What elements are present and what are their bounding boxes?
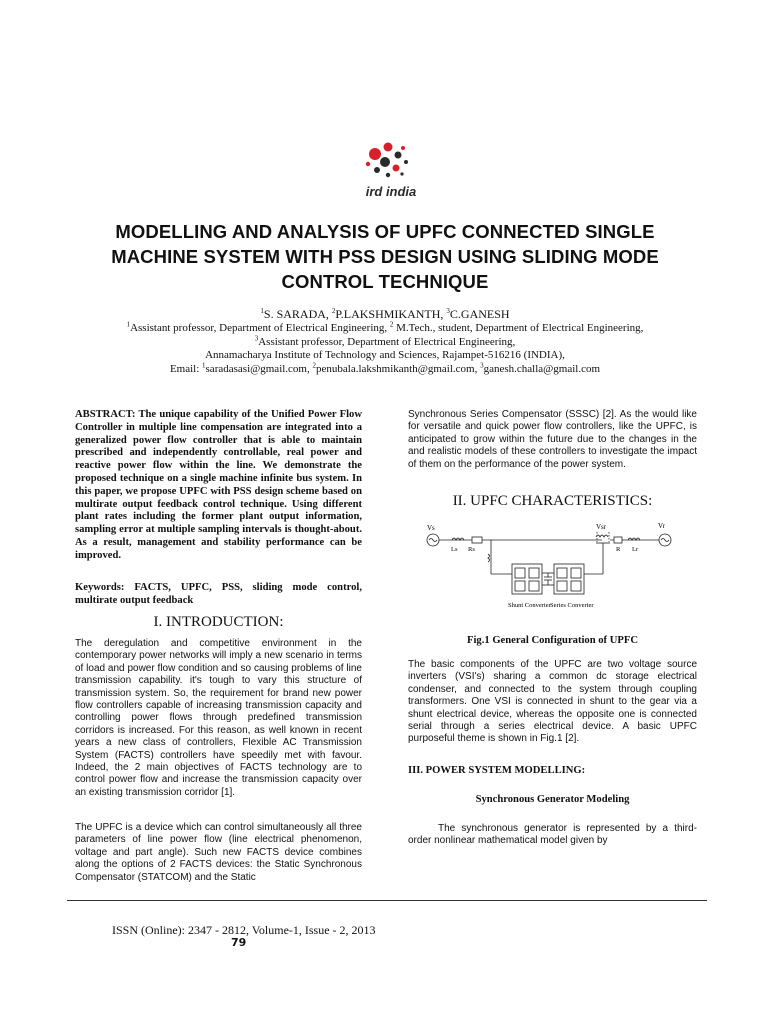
author-list <box>40 307 730 321</box>
aff1-text: Assistant professor, Department of Electrical Engineering, <box>130 322 390 334</box>
title-line-2: MACHINE SYSTEM WITH PSS DESIGN USING SLIDING MODE <box>111 246 659 267</box>
rs-label: Rs <box>468 546 475 553</box>
aff3-text: Assistant professor, Department of Electrical Engineering, <box>258 336 516 348</box>
author-2: P.LAKSHMIKANTH, <box>335 307 447 321</box>
keywords: Keywords: FACTS, UPFC, PSS, sliding mode control, multirate output feedback <box>75 582 362 606</box>
page-number: 79 <box>231 936 247 949</box>
right-paragraph-1: Synchronous Series Compensator (SSSC) [2]. As the would like for versatile and quick power flow controllers, like the UPFC, is anticipated to grow within the future due to the changes in the and realistic models of these controllers to investigate the impact of them on the performance of the power system. <box>408 409 697 470</box>
logo-text: ird india <box>365 184 417 199</box>
aff1-superscript: 1 <box>126 320 131 329</box>
email-2: penubala.lakshmikanth@gmail.com, <box>316 363 481 375</box>
author-3-superscript: 3 <box>446 307 450 315</box>
logo-dots <box>366 143 408 178</box>
affiliation-line-2 <box>40 336 730 349</box>
introduction-paragraph-2: The UPFC is a device which can control simultaneously all three parameters of line power flow (line electrical phenomenon, voltage and part angle). Such new FACTS device combines along the options of 2 FACTS devices: the Static Synchronous Compensator (STATCOM) and the Static <box>75 822 362 883</box>
ls-label: Ls <box>451 546 458 553</box>
title-line-1: MODELLING AND ANALYSIS OF UPFC CONNECTED SINGLE <box>115 221 655 242</box>
vs-label: Vs <box>427 524 435 532</box>
synchronous-generator-heading: Synchronous Generator Modeling <box>475 794 630 805</box>
vsr-label: Vsr <box>596 523 607 531</box>
email-line <box>40 363 730 376</box>
aff3-superscript: 3 <box>254 334 259 343</box>
author-3: C.GANESH <box>449 307 510 321</box>
upfc-diagram <box>424 518 682 610</box>
email-1-superscript: 1 <box>202 361 206 370</box>
abstract: ABSTRACT: The unique capability of the Unified Power Flow Controller in multiple line compensation are integrated into a generalized power flow controller that is able to maintain prescribed and independently controllable, real power and reactive power flow within the line. We demonstrate the proposed technique on a single machine infinite bus system. In this paper, we propose UPFC with PSS design scheme based on multirate output feedback control technique. Using different plant rates including the former plant output information, sampling error at multiple sampling intervals is thought-about. As a result, management and stability performance can be improved. <box>75 409 362 561</box>
author-1-superscript: 1 <box>260 307 264 315</box>
figure-caption: Fig.1 General Configuration of UPFC <box>467 635 638 646</box>
shunt-converter-block <box>512 564 542 594</box>
email-prefix: Email: <box>169 363 203 375</box>
introduction-heading: I. INTRODUCTION: <box>153 614 284 630</box>
paper-title <box>40 219 730 294</box>
author-1: S. SARADA, <box>263 307 332 321</box>
aff2-superscript: 2 <box>389 320 394 329</box>
upfc-characteristics-heading: II. UPFC CHARACTERISTICS: <box>452 493 653 509</box>
footer-divider <box>67 900 707 901</box>
email-3-superscript: 3 <box>480 361 484 370</box>
vr-label: Vr <box>658 522 665 530</box>
footer-issn: ISSN (Online): 2347 - 2812, Volume-1, Issue - 2, 2013 <box>112 923 376 937</box>
power-system-modelling-heading: III. POWER SYSTEM MODELLING: <box>408 765 586 776</box>
series-converter-block <box>554 564 584 594</box>
publisher-logo <box>355 140 425 200</box>
right-paragraph-3: The synchronous generator is represented by a third-order nonlinear mathematical model given by <box>408 823 697 847</box>
author-2-superscript: 2 <box>331 307 336 315</box>
email-3: ganesh.challa@gmail.com <box>483 363 601 375</box>
lr-label: Lr <box>632 546 639 553</box>
r-label: R <box>616 546 621 553</box>
right-paragraph-2: The basic components of the UPFC are two voltage source inverters (VSI's) sharing a common dc storage electrical condenser, and connected to the system through coupling transformers. One VSI is connected in shunt to the gear via a shunt electrical device, whereas the opposite one is connected serial through a series electrical device. A basic UPFC purposeful theme is shown in Fig.1 [2]. <box>408 659 697 745</box>
aff2-text: M.Tech., student, Department of Electrical Engineering, <box>393 322 644 334</box>
affiliation-line-3: Annamacharya Institute of Technology and Sciences, Rajampet-516216 (INDIA), <box>205 349 565 361</box>
affiliation-line-1 <box>40 322 730 335</box>
email-2-superscript: 2 <box>312 361 316 370</box>
series-converter-label: Series Converter <box>550 602 594 609</box>
shunt-converter-label: Shunt Converter <box>508 602 551 609</box>
introduction-paragraph-1: The deregulation and competitive environment in the contemporary power networks will imply a new scenario in terms of load and power flow condition and so causing problems of line transmission capability. it's tough to vary this structure of transmission system. So, the requirement for brand new power flow controllers capable of increasing transmission capacity and controlling power flows through predefined transmission corridors is increased. For this reason, as well known in recent years a new class of controllers, Flexible AC Transmission System (FACTS) controllers have speedily met with favour. Indeed, the 2 main objectives of FACTS technology are to control power flow and increase the transmission capacity over an existing transmission corridor [1]. <box>75 638 362 798</box>
email-1: saradasasi@gmail.com, <box>205 363 313 375</box>
title-line-3: CONTROL TECHNIQUE <box>281 271 489 292</box>
logo-graphic <box>355 140 425 200</box>
